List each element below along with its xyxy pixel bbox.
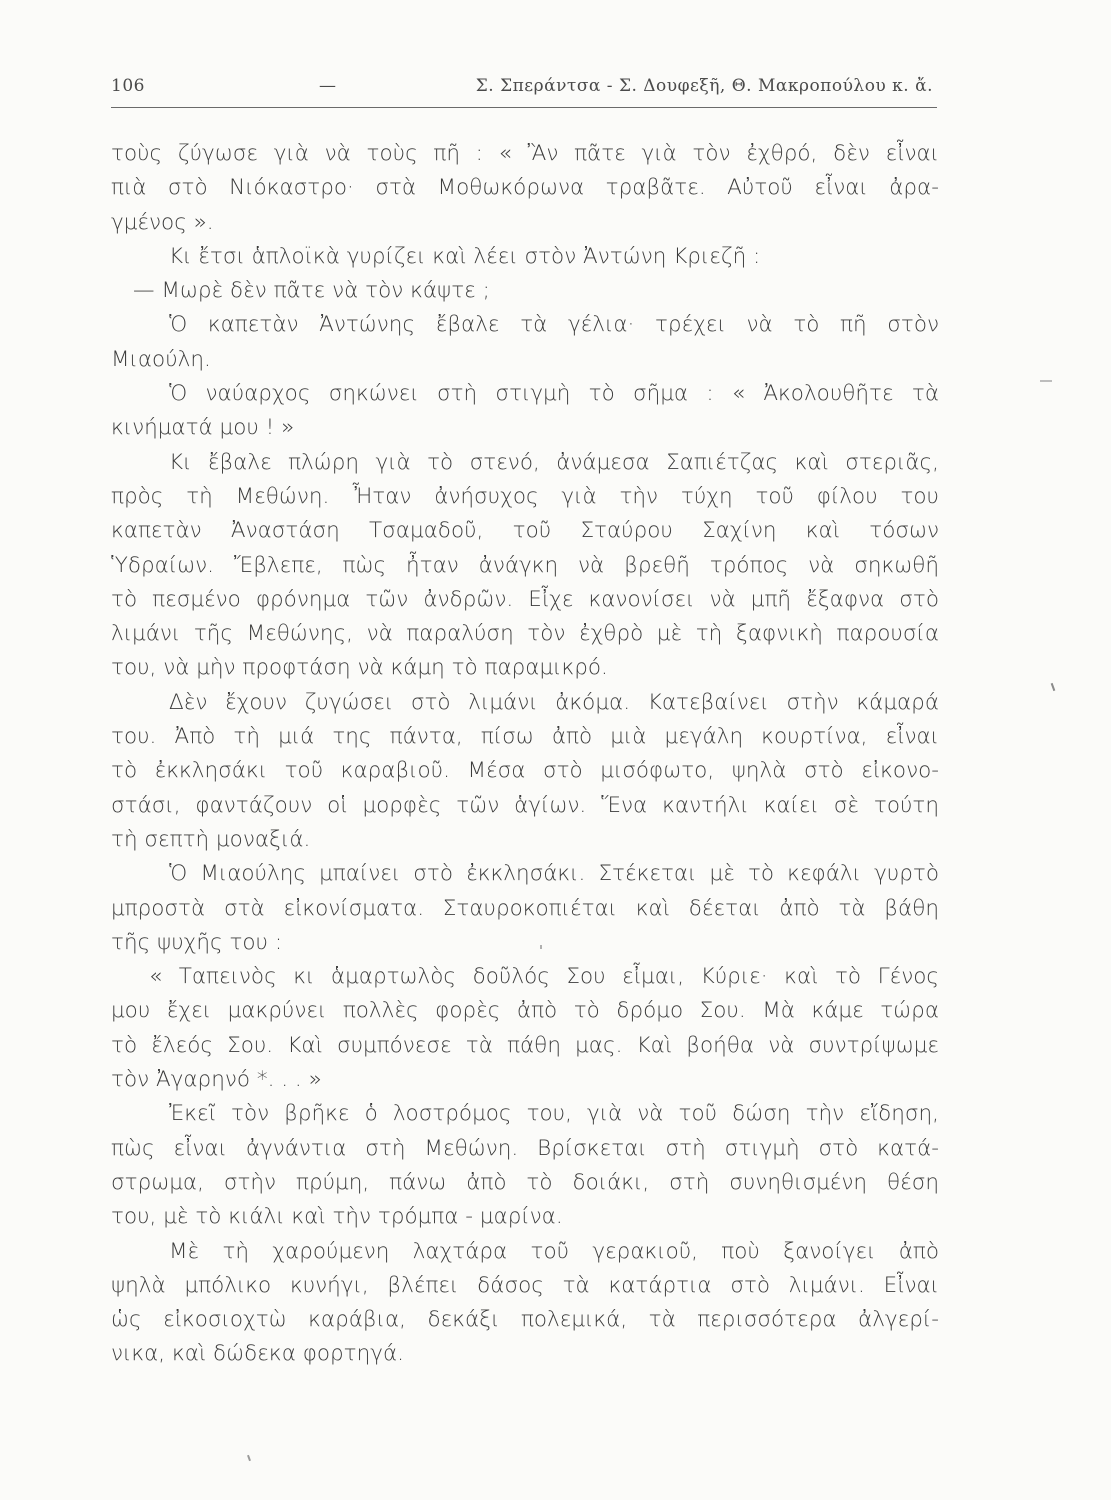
text-line: ὡς εἰκοσιοχτὼ καράβια, δεκάξι πολεμικά, τὰ περισσότερα ἀλγερί- (111, 1307, 939, 1333)
text-line: Μὲ τὴ χαρούμενη λαχτάρα τοῦ γερακιοῦ, ποὺ ξανοίγει ἀπὸ (169, 1238, 939, 1264)
text-line: πὼς εἶναι ἀγνάντια στὴ Μεθώνη. Βρίσκεται στὴ στιγμὴ στὸ κατά- (111, 1135, 939, 1161)
scan-speck (1051, 683, 1056, 691)
text-line: τὸν Ἀγαρηνό *. . . » (111, 1067, 322, 1093)
text-line: νικα, καὶ δώδεκα φορτηγά. (111, 1341, 404, 1367)
text-line: τὸ πεσμένο φρόνημα τῶν ἀνδρῶν. Εἶχε κανονίσει νὰ μπῆ ἔξαφνα στὸ (111, 586, 939, 612)
text-line: — Μωρὲ δὲν πᾶτε νὰ τὸν κάψτε ; (133, 278, 490, 304)
text-line: Ἐκεῖ τὸν βρῆκε ὁ λοστρόμος του, γιὰ νὰ τοῦ δώση τὴν εἴδηση, (169, 1101, 939, 1127)
text-line: Ὁ Μιαούλης μπαίνει στὸ ἐκκλησάκι. Στέκεται μὲ τὸ κεφάλι γυρτὸ (169, 861, 939, 887)
text-line: τοὺς ζύγωσε γιὰ νὰ τοὺς πῆ : « Ἂν πᾶτε γιὰ τὸν ἐχθρό, δὲν εἶναι (111, 141, 939, 166)
text-line: ψηλὰ μπόλικο κυνήγι, βλέπει δάσος τὰ κατάρτια στὸ λιμάνι. Εἶναι (111, 1272, 939, 1298)
text-line: Μιαούλη. (111, 346, 211, 372)
text-line: στρωμα, στὴν πρύμη, πάνω ἀπὸ τὸ δοιάκι, στὴ συνηθισμένη θέση (111, 1169, 939, 1195)
text-line: Κι ἔβαλε πλώρη γιὰ τὸ στενό, ἀνάμεσα Σαπιέτζας καὶ στεριᾶς, (169, 449, 939, 475)
page-header (111, 72, 933, 106)
text-line: κινήματά μου ! » (111, 415, 295, 441)
text-line: του, μὲ τὸ κιάλι καὶ τὴν τρόμπα - μαρίνα. (111, 1204, 563, 1230)
text-line: πρὸς τὴ Μεθώνη. Ἦταν ἀνήσυχος γιὰ τὴν τύχη τοῦ φίλου του (111, 483, 939, 509)
text-line: τὸ ἐκκλησάκι τοῦ καραβιοῦ. Μέσα στὸ μισόφωτο, ψηλὰ στὸ εἰκονο- (111, 758, 939, 784)
text-line: λιμάνι τῆς Μεθώνης, νὰ παραλύση τὸν ἐχθρὸ μὲ τὴ ξαφνικὴ παρουσία (111, 621, 939, 647)
text-line: μπροστὰ στὰ εἰκονίσματα. Σταυροκοπιέται καὶ δέεται ἀπὸ τὰ βάθη (111, 895, 939, 921)
scan-speck (540, 945, 542, 949)
text-line: Ὁ καπετὰν Ἀντώνης ἔβαλε τὰ γέλια· τρέχει νὰ τὸ πῆ στὸν (169, 312, 939, 338)
text-line: καπετὰν Ἀναστάση Τσαμαδοῦ, τοῦ Σταύρου Σαχίνη καὶ τόσων (111, 518, 939, 544)
text-line: του. Ἀπὸ τὴ μιά της πάντα, πίσω ἀπὸ μιὰ μεγάλη κουρτίνα, εἶναι (111, 724, 939, 750)
text-line: τὸ ἔλεός Σου. Καὶ συμπόνεσε τὰ πάθη μας. Καὶ βοήθα νὰ συντρίψωμε (111, 1032, 939, 1058)
header-rule (111, 107, 937, 108)
body-text (111, 137, 939, 1372)
text-line: μου ἔχει μακρύνει πολλὲς φορὲς ἀπὸ τὸ δρόμο Σου. Μὰ κάμε τώρα (111, 998, 939, 1024)
scan-speck (1040, 380, 1052, 382)
text-line: πιὰ στὸ Νιόκαστρο· στὰ Μοθωκόρωνα τραβᾶτε. Αὐτοῦ εἶναι ἀρα- (111, 175, 939, 201)
text-line: τῆς ψυχῆς του : (111, 929, 283, 955)
text-line: στάσι, φαντάζουν οἱ μορφὲς τῶν ἁγίων. Ἕνα καντήλι καίει σὲ τούτη (111, 792, 939, 818)
text-line: τὴ σεπτὴ μοναξιά. (111, 826, 311, 852)
text-line: Δὲν ἔχουν ζυγώσει στὸ λιμάνι ἀκόμα. Κατεβαίνει στὴν κάμαρά (169, 689, 939, 715)
page-number: 106 (111, 76, 145, 96)
text-line: Κι ἔτσι ἁπλοϊκὰ γυρίζει καὶ λέει στὸν Ἀντώνη Κριεζῆ : (169, 243, 761, 269)
text-line: γμένος ». (111, 209, 214, 235)
running-title: Σ. Σπεράντσα - Σ. Δουφεξῆ, Θ. Μακροπούλου κ. ἄ. (475, 76, 933, 96)
header-dash: — (319, 76, 337, 96)
text-line: Ὑδραίων. Ἔβλεπε, πὼς ἦταν ἀνάγκη νὰ βρεθῆ τρόπος νὰ σηκωθῆ (111, 552, 939, 578)
text-line: του, νὰ μὴν προφτάση νὰ κάμη τὸ παραμικρό. (111, 655, 608, 681)
scan-speck (247, 1455, 251, 1461)
text-line: Ὁ ναύαρχος σηκώνει στὴ στιγμὴ τὸ σῆμα : « Ἀκολουθῆτε τὰ (169, 381, 939, 407)
text-line: « Ταπεινὸς κι ἁμαρτωλὸς δοῦλός Σου εἶμαι, Κύριε· καὶ τὸ Γένος (149, 964, 939, 990)
